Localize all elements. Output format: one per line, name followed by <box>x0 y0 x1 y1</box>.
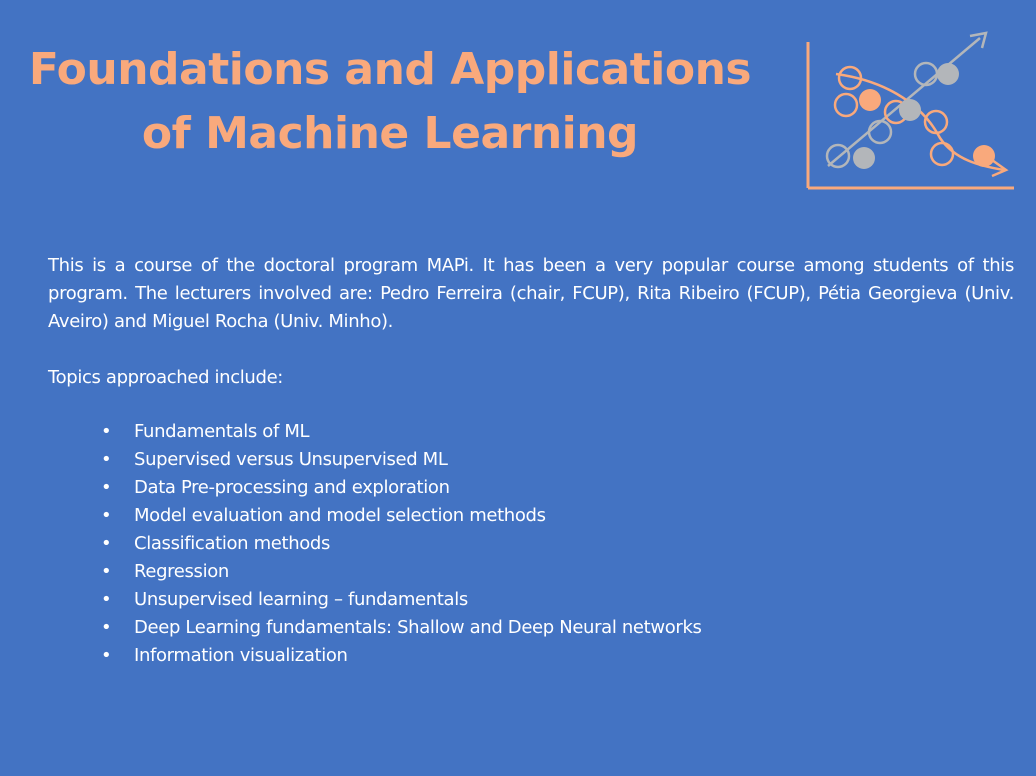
list-item <box>0 558 1036 586</box>
bullet-icon: • <box>101 617 112 638</box>
topic-label: Unsupervised learning – fundamentals <box>134 589 468 610</box>
logo-orange-open-dot <box>931 143 953 165</box>
slide-title <box>20 38 760 166</box>
list-item <box>0 446 1036 474</box>
logo-orange-filled-dot <box>973 145 995 167</box>
slide-title-line-1: Foundations and Applications <box>28 44 752 95</box>
bullet-icon: • <box>101 421 112 442</box>
bullet-icon: • <box>101 449 112 470</box>
topic-label: Model evaluation and model selection methods <box>134 505 546 526</box>
bullet-icon: • <box>101 533 112 554</box>
topic-label: Regression <box>134 561 229 582</box>
list-item <box>0 614 1036 642</box>
logo-gray-filled-dot <box>899 99 921 121</box>
bullet-icon: • <box>101 477 112 498</box>
topic-label: Deep Learning fundamentals: Shallow and Deep Neural networks <box>134 617 702 638</box>
bullet-icon: • <box>101 561 112 582</box>
slide-title-line-2: of Machine Learning <box>141 108 639 159</box>
logo-gray-open-dot <box>869 121 891 143</box>
logo-gray-open-dot <box>915 63 937 85</box>
list-item <box>0 642 1036 670</box>
topic-label: Supervised versus Unsupervised ML <box>134 449 448 470</box>
topics-list <box>0 418 1036 670</box>
topic-label: Information visualization <box>134 645 348 666</box>
topic-label: Classification methods <box>134 533 331 554</box>
bullet-icon: • <box>101 505 112 526</box>
ml-scatter-plot-icon <box>800 30 1020 195</box>
topic-label: Fundamentals of ML <box>134 421 310 442</box>
logo-gray-filled-dot <box>853 147 875 169</box>
list-item <box>0 474 1036 502</box>
list-item <box>0 586 1036 614</box>
bullet-icon: • <box>101 645 112 666</box>
topics-heading: Topics approached include: <box>48 367 284 388</box>
logo-gray-filled-dot <box>937 63 959 85</box>
bullet-icon: • <box>101 589 112 610</box>
topic-label: Data Pre-processing and exploration <box>134 477 450 498</box>
list-item <box>0 418 1036 446</box>
logo-orange-filled-dot <box>859 89 881 111</box>
list-item <box>0 502 1036 530</box>
logo-orange-open-dot <box>835 94 857 116</box>
course-description: This is a course of the doctoral program MAPi. It has been a very popular course among students of this program. The lecturers involved are: Pedro Ferreira (chair, FCUP), Rita Ribeiro (FCUP), Pétia Georgieva (Univ. Aveiro) and Miguel Rocha (Univ. Minho). <box>48 255 1014 332</box>
list-item <box>0 530 1036 558</box>
